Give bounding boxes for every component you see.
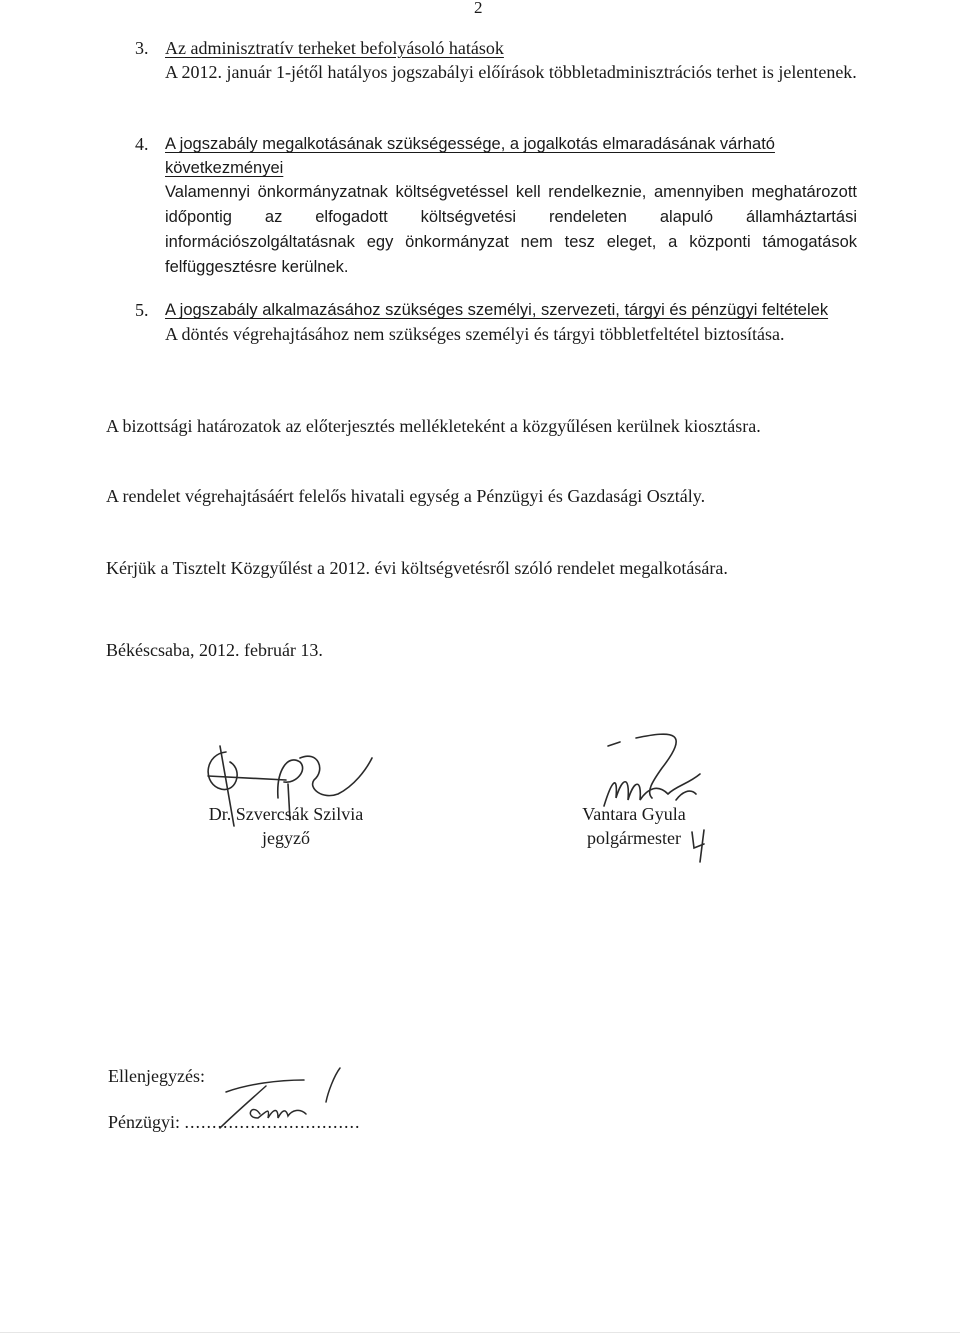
signatory-name: Vantara Gyula	[582, 804, 686, 824]
page-edge-line	[0, 1332, 960, 1333]
signatory-title: polgármester	[587, 828, 681, 848]
signature-line: ................................	[184, 1112, 361, 1132]
section-text: A 2012. január 1-jétől hatályos jogszabályi előírások többletadminisztrációs terhet is jelentenek.	[165, 62, 857, 82]
handwritten-mark	[688, 826, 712, 866]
countersign-label: Ellenjegyzés:	[108, 1066, 205, 1086]
section-heading: A jogszabály megalkotásának szükségessége, a jogalkotás elmaradásának várható következményei	[165, 135, 775, 177]
paragraph-request: Kérjük a Tisztelt Közgyűlést a 2012. évi költségvetésről szóló rendelet megalkotására.	[106, 558, 728, 578]
section-3	[135, 36, 857, 84]
section-number: 4.	[135, 134, 149, 154]
page-number: 2	[474, 0, 483, 17]
signatory-jegyzo	[186, 802, 386, 850]
signatory-title: jegyző	[262, 828, 310, 848]
place-date: Békéscsaba, 2012. február 13.	[106, 640, 323, 660]
section-number: 5.	[135, 300, 149, 320]
paragraph-committee: A bizottsági határozatok az előterjesztés mellékleteként a közgyűlésen kerülnek kiosztásra.	[106, 416, 761, 436]
signatory-name: Dr. Szvercsák Szilvia	[208, 804, 364, 824]
field-label: Pénzügyi:	[108, 1112, 180, 1132]
section-4	[135, 132, 857, 280]
section-text: Valamennyi önkormányzatnak költségvetéssel kell rendelkeznie, amennyiben meghatározott időpontig az elfogadott költségvetési rendeleten alapuló államháztartási információszolgáltatásnak egy önkormányzat nem tesz eleget, a központi támogatások felfüggesztésre kerülnek.	[165, 183, 857, 276]
signature-penzugyi	[208, 1062, 358, 1134]
section-heading: A jogszabály alkalmazásához szükséges személyi, szervezeti, tárgyi és pénzügyi feltételek	[165, 301, 829, 319]
section-text: A döntés végrehajtásához nem szükséges személyi és tárgyi többletfeltétel biztosítása.	[165, 324, 785, 344]
section-5	[135, 298, 857, 346]
section-number: 3.	[135, 38, 149, 58]
section-heading: Az adminisztratív terheket befolyásoló hatások	[165, 38, 504, 58]
paragraph-responsible: A rendelet végrehajtásáért felelős hivatali egység a Pénzügyi és Gazdasági Osztály.	[106, 486, 706, 506]
